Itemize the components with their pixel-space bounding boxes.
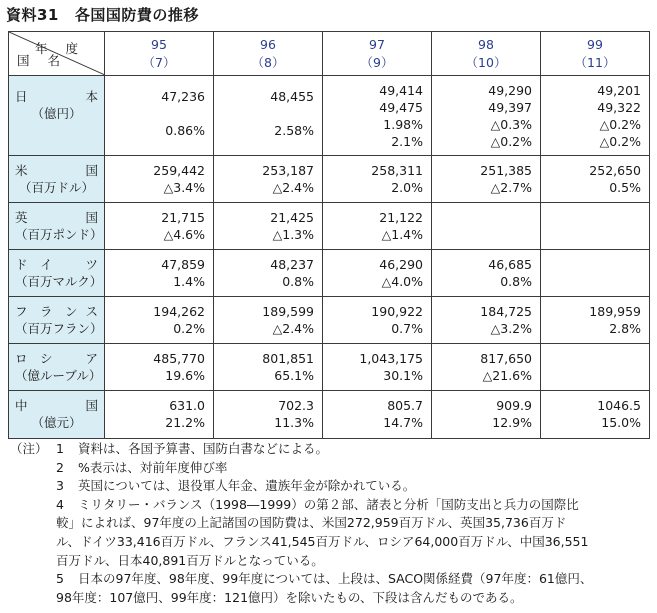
country-cell: フ ラ ン ス （百万フラン） bbox=[9, 297, 105, 344]
page-title bbox=[6, 4, 199, 25]
value-cell bbox=[541, 203, 650, 250]
value-cell: 49,201 49,322 △0.2% △0.2% bbox=[541, 76, 650, 156]
value-cell bbox=[541, 344, 650, 391]
value-cell: 253,187 △2.4% bbox=[214, 156, 323, 203]
table-row-france bbox=[9, 297, 650, 344]
value-cell: 252,650 0.5% bbox=[541, 156, 650, 203]
value-cell bbox=[541, 250, 650, 297]
year-header-95: 95 （7） bbox=[105, 32, 214, 76]
value-cell: 805.7 14.7% bbox=[323, 391, 432, 439]
country-cell: 中 国 （億元） bbox=[9, 391, 105, 439]
table-row-uk bbox=[9, 203, 650, 250]
table-row-japan bbox=[9, 76, 650, 156]
title-number: 資料31 bbox=[6, 6, 59, 24]
year-header-99: 99 （11） bbox=[541, 32, 650, 76]
country-cell: ロ シ ア （億ルーブル） bbox=[9, 344, 105, 391]
value-cell: 485,770 19.6% bbox=[105, 344, 214, 391]
value-cell: 189,959 2.8% bbox=[541, 297, 650, 344]
value-cell: 49,414 49,475 1.98% 2.1% bbox=[323, 76, 432, 156]
notes-section bbox=[10, 440, 650, 607]
title-text: 各国国防費の推移 bbox=[74, 6, 199, 24]
value-cell: 801,851 65.1% bbox=[214, 344, 323, 391]
value-cell: 190,922 0.7% bbox=[323, 297, 432, 344]
value-cell: 189,599 △2.4% bbox=[214, 297, 323, 344]
value-cell: 47,859 1.4% bbox=[105, 250, 214, 297]
value-cell: 46,685 0.8% bbox=[432, 250, 541, 297]
value-cell: 49,290 49,397 △0.3% △0.2% bbox=[432, 76, 541, 156]
value-cell: 184,725 △3.2% bbox=[432, 297, 541, 344]
value-cell: 702.3 11.3% bbox=[214, 391, 323, 439]
table-row-usa bbox=[9, 156, 650, 203]
notes-label: （注） bbox=[10, 441, 48, 456]
value-cell: 631.0 21.2% bbox=[105, 391, 214, 439]
value-cell: 909.9 12.9% bbox=[432, 391, 541, 439]
note-item: 3 英国については、退役軍人年金、遺族年金が除かれている。 bbox=[56, 478, 416, 494]
note-item: 4 ミリタリー・バランス（1998―1999）の第２部、諸表と分析「国防支出と兵力の国際比 較」によれば、97年度の上記諸国の国防費は、米国272,959百万ドル、英国35,736百万ド ル、ドイツ33,416百万ドル、フランス41,545百万ドル、ロシア64,000百万ドル、中国36,551 百万ドル、日本40,891百万ドルとなっている。 bbox=[56, 496, 589, 568]
value-cell: 1,043,175 30.1% bbox=[323, 344, 432, 391]
header-row bbox=[9, 32, 650, 76]
value-cell: 817,650 △21.6% bbox=[432, 344, 541, 391]
value-cell: 194,262 0.2% bbox=[105, 297, 214, 344]
country-cell: ド イ ツ （百万マルク） bbox=[9, 250, 105, 297]
defense-budget-table bbox=[8, 31, 650, 439]
table-row-germany bbox=[9, 250, 650, 297]
value-cell: 46,290 △4.0% bbox=[323, 250, 432, 297]
value-cell: 48,455 2.58% bbox=[214, 76, 323, 156]
value-cell: 1046.5 15.0% bbox=[541, 391, 650, 439]
corner-header bbox=[9, 32, 105, 76]
value-cell: 251,385 △2.7% bbox=[432, 156, 541, 203]
table-row-china bbox=[9, 391, 650, 439]
table-row-russia bbox=[9, 344, 650, 391]
value-cell: 47,236 0.86% bbox=[105, 76, 214, 156]
value-cell: 48,237 0.8% bbox=[214, 250, 323, 297]
value-cell: 21,425 △1.3% bbox=[214, 203, 323, 250]
year-header-97: 97 （9） bbox=[323, 32, 432, 76]
country-cell: 米 国 （百万ドル） bbox=[9, 156, 105, 203]
value-cell: 258,311 2.0% bbox=[323, 156, 432, 203]
value-cell: 259,442 △3.4% bbox=[105, 156, 214, 203]
note-item: （注） 1 資料は、各国予算書、国防白書などによる。 bbox=[10, 441, 329, 456]
value-cell: 21,122 △1.4% bbox=[323, 203, 432, 250]
country-cell: 日 本 （億円） bbox=[9, 76, 105, 156]
year-header-98: 98 （10） bbox=[432, 32, 541, 76]
note-item: 5 日本の97年度、98年度、99年度については、上段は、SACO関係経費（97年度：61億円、 98年度：107億円、99年度：121億円）を除いたもの、下段は含んだものである。 bbox=[56, 571, 593, 605]
corner-country-label: 国名 bbox=[17, 53, 79, 68]
value-cell bbox=[432, 203, 541, 250]
country-cell: 英 国 （百万ポンド） bbox=[9, 203, 105, 250]
corner-year-label: 年度 bbox=[34, 41, 96, 56]
note-item: 2 %表示は、対前年度伸び率 bbox=[56, 459, 228, 475]
value-cell: 21,715 △4.6% bbox=[105, 203, 214, 250]
year-header-96: 96 （8） bbox=[214, 32, 323, 76]
